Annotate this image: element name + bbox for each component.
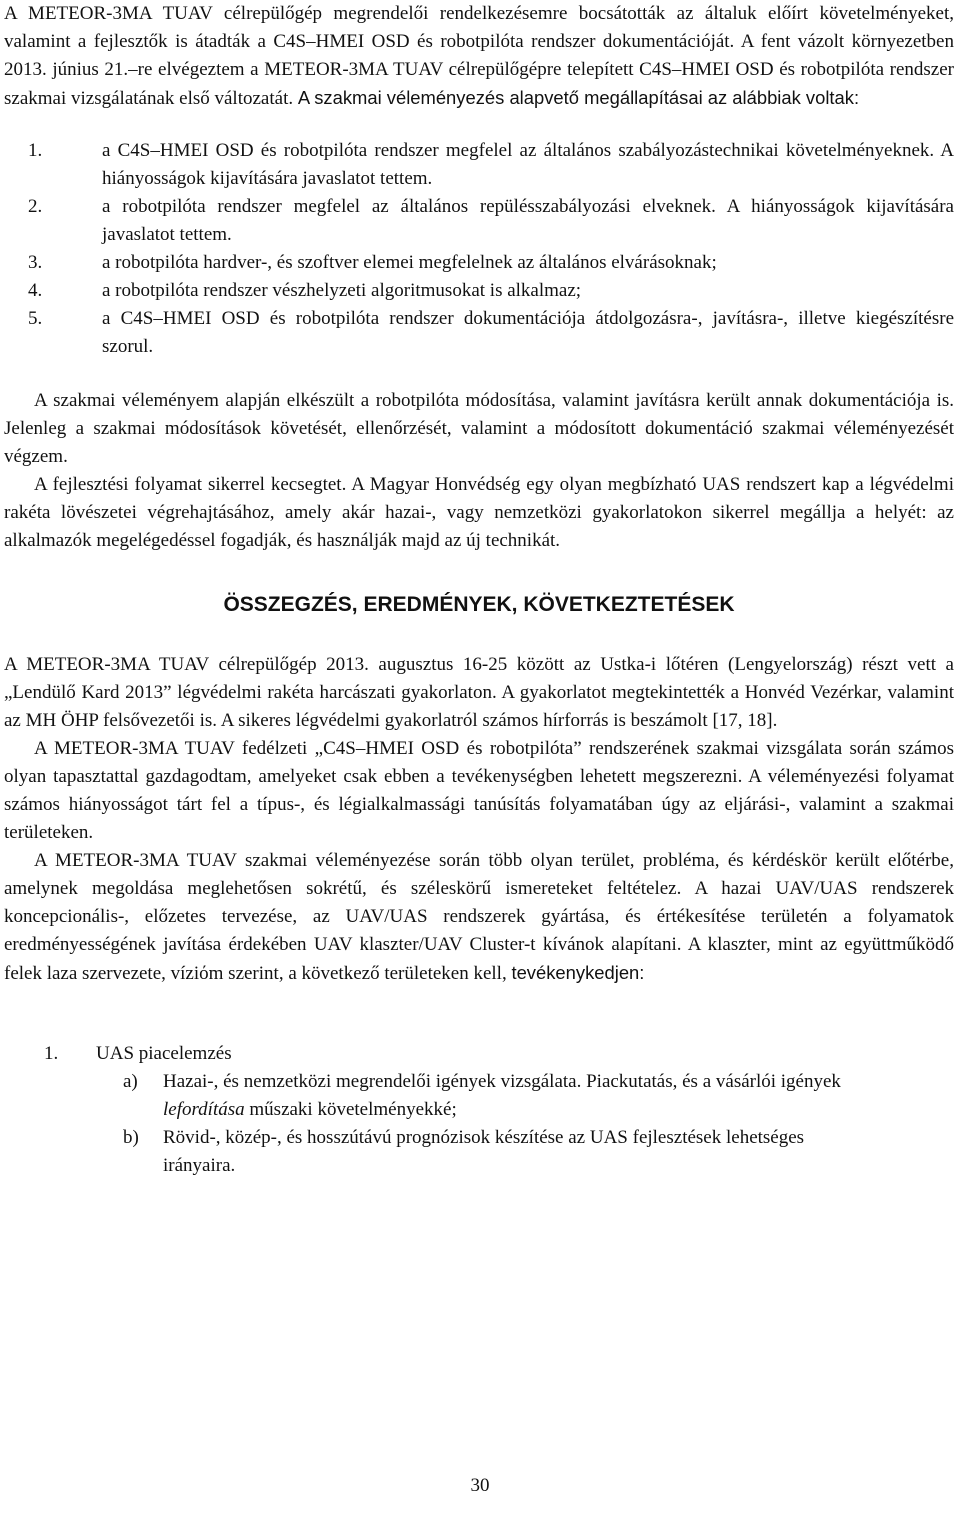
sub-list-item-text-italic: lefordítása bbox=[163, 1099, 245, 1120]
summary-paragraph bbox=[4, 847, 954, 988]
list-item-text: a robotpilóta hardver-, és szoftver elemei megfelelnek az általános elvárásoknak; bbox=[102, 252, 717, 273]
intro-paragraph bbox=[4, 0, 954, 113]
list-item bbox=[4, 1040, 954, 1068]
page-number: 30 bbox=[470, 1475, 490, 1496]
list-item-number: 4. bbox=[28, 280, 43, 301]
list-item-number: 3. bbox=[28, 252, 43, 273]
summary-paragraph: A METEOR-3MA TUAV célrepülőgép 2013. augusztus 16-25 között az Ustka-i lőtéren (Lengyelország) részt vett a „Lendülő Kard 2013” légvédelmi rakéta harcászati gyakorlaton. A gyakorlatot megtekintették a Honvéd Vezérkar, valamint az MH ÖHP felsővezetői is. A sikeres légvédelmi gyakorlatról számos hírforrás is beszámolt [17, 18]. bbox=[4, 654, 954, 731]
list-item-text: a C4S–HMEI OSD és robotpilóta rendszer megfelel az általános szabályozástechnikai követelményeknek. A hiányosságok kijavítására javaslatot tettem. bbox=[102, 140, 954, 189]
sub-list-item-text bbox=[163, 1068, 954, 1124]
sub-list-item bbox=[123, 1068, 954, 1124]
sub-list-item-text-part: műszaki követelményekké; bbox=[249, 1099, 457, 1120]
sub-list-item bbox=[123, 1124, 954, 1180]
intro-text: A METEOR-3MA TUAV célrepülőgép megrendelői rendelkezésemre bocsátották az általuk előírt követelményeket, valamint a fejlesztők is átadták a C4S–HMEI OSD és robotpilóta rendszer dokumentációját. A fent vázolt környezetben 2013. június 21.–re elvégeztem a METEOR-3MA TUAV célrepülőgépre telepített C4S–HMEI OSD és robotpilóta rendszer szakmai vizsgálatának első változatát. bbox=[4, 3, 954, 109]
list-item bbox=[4, 277, 954, 305]
document-page bbox=[4, 0, 954, 1180]
sub-list-item-letter: b) bbox=[123, 1127, 139, 1148]
list-item-text: a C4S–HMEI OSD és robotpilóta rendszer dokumentációja átdolgozásra-, javításra-, illetve kiegészítésre szorul. bbox=[102, 308, 954, 357]
list-item bbox=[4, 249, 954, 277]
findings-list bbox=[4, 137, 954, 361]
list-item-number: 1. bbox=[28, 140, 43, 161]
sub-list-item-letter: a) bbox=[123, 1071, 138, 1092]
list-item-number: 2. bbox=[28, 196, 43, 217]
section-heading: ÖSSZEGZÉS, EREDMÉNYEK, KÖVETKEZTETÉSEK bbox=[223, 593, 735, 616]
list-item-number: 1. bbox=[44, 1043, 59, 1064]
list-item-text: a robotpilóta rendszer megfelel az általános repülésszabályozási elveknek. A hiányosságok kijavítására javaslatot tettem. bbox=[102, 196, 954, 245]
plan-list bbox=[4, 1040, 954, 1180]
list-item-text: UAS piacelemzés bbox=[96, 1043, 232, 1064]
summary-text: A METEOR-3MA TUAV szakmai véleményezése során több olyan terület, probléma, és kérdéskör került előtérbe, amelynek megoldása meglehetősen sokrétű, és széleskörű ismereteket feltételez. A hazai UAV/UAS rendszerek koncepcionális-, előzetes tervezése, az UAV/UAS rendszerek gyártása, és értékesítése területén a folyamatok eredményességének javítása érdekében UAV klaszter/UAV Cluster-t kívánok alapítani. A klaszter, mint az együttműködő felek laza szervezete, víziόm szerint, a következő területeken kell, bbox=[4, 850, 954, 984]
list-item bbox=[4, 193, 954, 249]
summary-text-end: tevékenykedjen: bbox=[511, 962, 645, 983]
list-item bbox=[4, 305, 954, 361]
list-item bbox=[4, 137, 954, 193]
sub-list-item-text: Rövid-, közép-, és hosszútávú prognózisok készítése az UAS fejlesztések lehetséges irányaira. bbox=[163, 1127, 805, 1176]
body-paragraph: A fejlesztési folyamat sikerrel kecsegtet. A Magyar Honvédség egy olyan megbízható UAS rendszert kap a légvédelmi rakéta lövészetei végrehajtásához, amely akár hazai-, vagy nemzetközi gyakorlatokon sikerrel megállja a helyét: az alkalmazók megelégedéssel fogadják, és használják majd az új technikát. bbox=[4, 474, 954, 551]
list-item-number: 5. bbox=[28, 308, 43, 329]
list-item-text: a robotpilóta rendszer vészhelyzeti algoritmusokat is alkalmaz; bbox=[102, 280, 582, 301]
sub-list-item-text-part: Hazai-, és nemzetközi megrendelői igények vizsgálata. Piackutatás, és a vásárlói igények bbox=[163, 1071, 841, 1092]
summary-paragraph: A METEOR-3MA TUAV fedélzeti „C4S–HMEI OSD és robotpilóta” rendszerének szakmai vizsgálata során számos olyan tapasztattal gazdagodtam, amelyeket csak ebben a tevékenységben lehetett megszerezni. A véleményezési folyamat számos hiányosságot tárt fel a típus-, és légialkalmassági tanúsítás folyamatában úgy az eljárási-, valamint a szakmai területeken. bbox=[4, 738, 954, 843]
body-paragraph: A szakmai véleményem alapján elkészült a robotpilóta módosítása, valamint javításra került annak dokumentációja is. Jelenleg a szakmai módosítások követését, ellenőrzését, valamint a módosított dokumentáció szakmai véleményezését végzem. bbox=[4, 390, 954, 467]
intro-text-conclusion: A szakmai véleményezés alapvető megállapításai az alábbiak voltak: bbox=[297, 87, 860, 108]
